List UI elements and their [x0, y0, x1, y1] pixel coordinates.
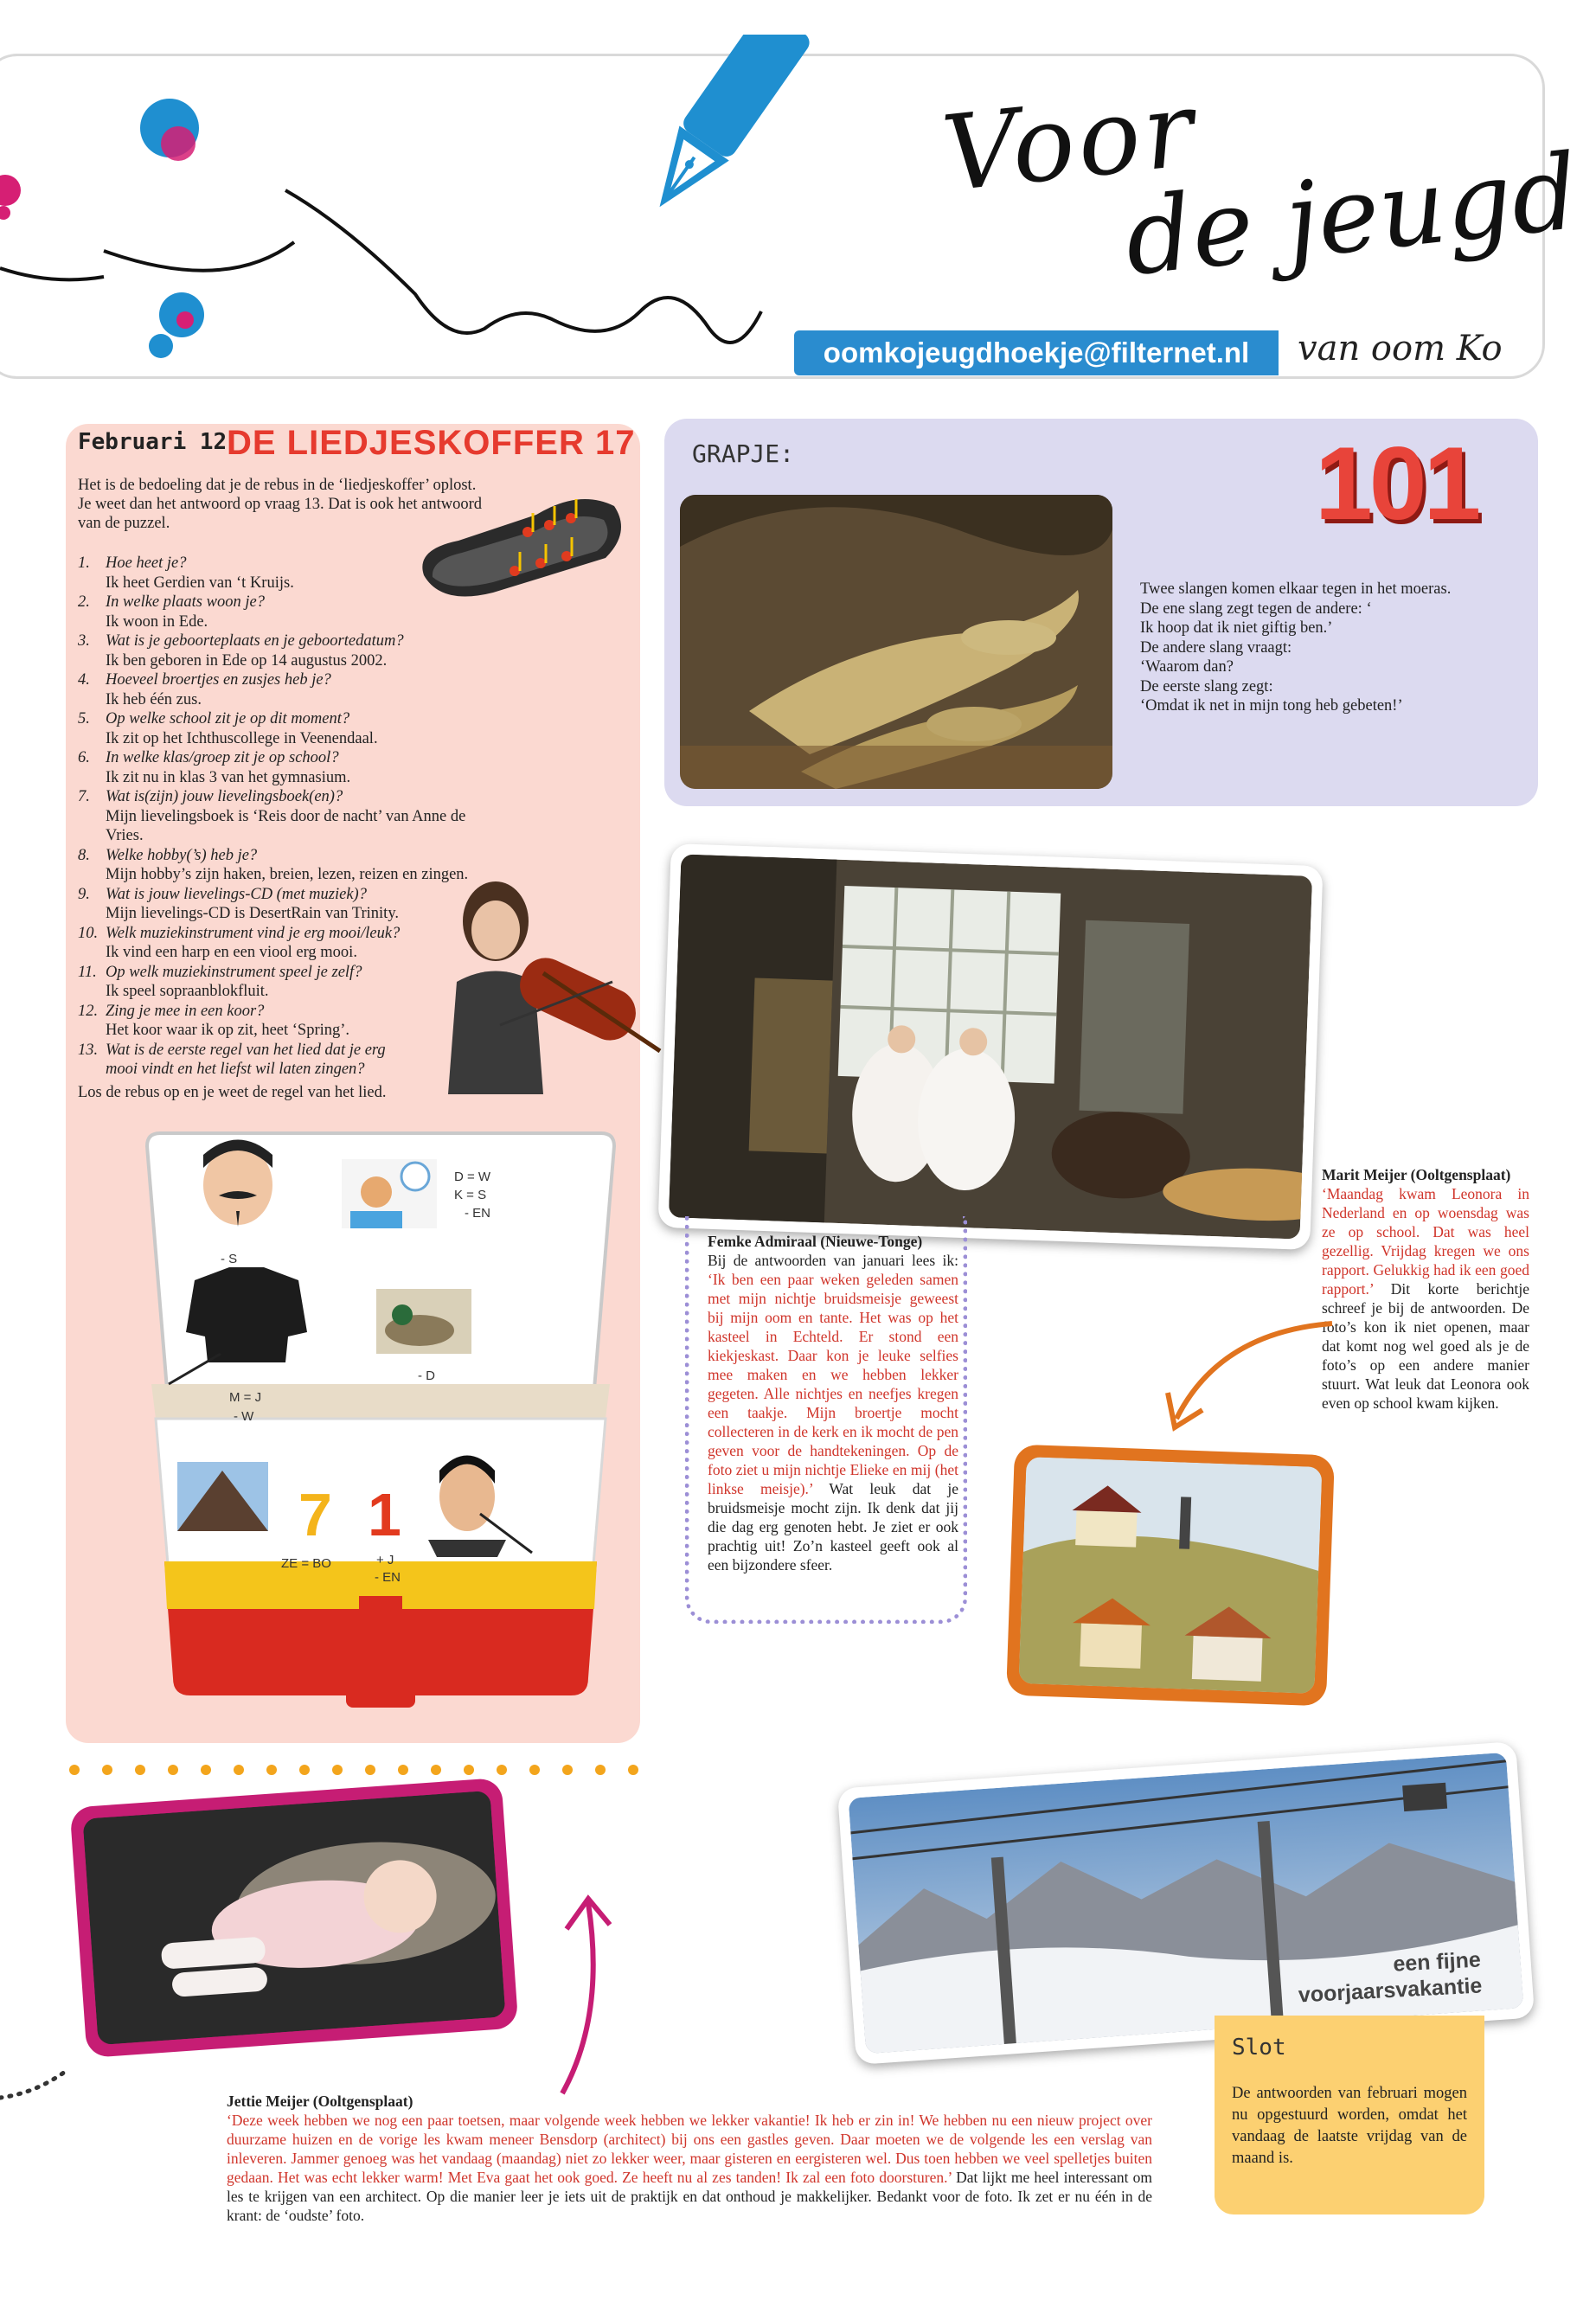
- ski-caption-line2: voorjaarsvakantie: [1298, 1973, 1483, 2008]
- qa-question: Hoe heet je?: [106, 554, 187, 572]
- rebus-number-one: 1: [368, 1481, 401, 1548]
- qa-question: Op welke school zit je op dit moment?: [106, 710, 350, 727]
- baby-photo: [69, 1778, 518, 2058]
- femke-name: Femke Admiraal (Nieuwe-Tonge): [708, 1233, 923, 1250]
- joke-line: ‘Waarom dan?: [1140, 658, 1234, 676]
- dotted-separator: [69, 1765, 649, 1777]
- qa-answer: Ik heet Gerdien van ‘t Kruijs.: [106, 574, 294, 592]
- rebus-rule: ZE = BO: [281, 1556, 331, 1571]
- village-photo: [1006, 1445, 1335, 1707]
- qa-number: 7.: [78, 788, 90, 805]
- marit-reply: Dit korte berichtje schreef je bij de antwoorden. De foto’s kon ik niet openen, maar dat komt nog wel goed als je de foto’s op een andere manier stuurt. Wat leuk dat Leonora ook even op school kwam kijken.: [1322, 1280, 1529, 1412]
- qa-answer: Mijn lievelingsboek is ‘Reis door de nacht’ van Anne de Vries.: [106, 807, 466, 844]
- thinking-child-icon: [361, 1176, 392, 1208]
- qa-item: [78, 787, 484, 846]
- qa-number: 10.: [78, 924, 99, 942]
- title-de-jeugd: de jeugd: [1119, 131, 1584, 300]
- email-banner[interactable]: oomkojeugdhoekje@filternet.nl: [794, 330, 1279, 375]
- qa-item: [78, 748, 484, 787]
- jettie-quote: ‘Deze week hebben we nog een paar toetsen, maar volgende week hebben we lekker vakantie! Ik heb er zin in! We hebben nu een nieuw project over duurzame huizen en de vorige les kwam meneer Bensdorp (architect) bij ons een gastles geven. Daar moeten we de volgende les een verslag van inleveren. Jammer genoeg was het vandaag (maandag) niet zo lekker weer, maar gisteren en eergisteren wel. Dus toen hebben we veel spelletjes buiten gedaan. Het was echt lekker warm! Met Eva gaat het ook goed. Ze heeft nu al zes tanden! Ik zal een foto doorsturen.’: [227, 2112, 1152, 2186]
- qa-answer: Mijn lievelings-CD is DesertRain van Trinity.: [106, 905, 399, 922]
- qa-number: 1.: [78, 554, 90, 572]
- qa-answer: Mijn hobby’s zijn haken, breien, lezen, reizen en zingen.: [106, 866, 469, 883]
- rebus-rule: K = S: [454, 1188, 487, 1202]
- qa-item: [78, 554, 484, 593]
- jettie-letter: [227, 2092, 1152, 2225]
- grapje-number: 101: [1315, 426, 1478, 542]
- liedjeskoffer-outro: Los de rebus op en je weet de regel van het lied.: [78, 1084, 387, 1101]
- rebus-number-seven: 7: [298, 1481, 332, 1548]
- qa-answer: Ik zit nu in klas 3 van het gymnasium.: [106, 768, 351, 786]
- qa-item: [78, 593, 484, 631]
- qa-question: Zing je mee in een koor?: [106, 1002, 265, 1020]
- qa-answer: Ik speel sopraanblokfluit.: [106, 983, 269, 1000]
- grapje-title: GRAPJE:: [692, 439, 795, 468]
- arrow-up-icon: [545, 1886, 623, 2102]
- joke-line: ‘Omdat ik net in mijn tong heb gebeten!’: [1140, 697, 1403, 715]
- slot-text: De antwoorden van februari mogen nu opgestuurd worden, omdat het vandaag de laatste vrijdag van de maand is.: [1232, 2085, 1467, 2167]
- jettie-name: Jettie Meijer (Ooltgensplaat): [227, 2093, 413, 2110]
- slot-title: Slot: [1232, 2035, 1286, 2061]
- qa-answer: Ik heb één zus.: [106, 690, 202, 708]
- girl-violin-photo: [413, 878, 664, 1094]
- qa-question: Welke hobby(’s) heb je?: [106, 846, 258, 864]
- qa-answer: Ik ben geboren in Ede op 14 augustus 2002.: [106, 651, 388, 670]
- qa-item: [78, 709, 484, 748]
- femke-intro: Bij de antwoorden van januari lees ik:: [708, 1252, 958, 1269]
- rebus-rule: - EN: [465, 1206, 490, 1221]
- rebus-rule: - W: [234, 1409, 254, 1424]
- qa-question: Welk muziekinstrument vind je erg mooi/leuk?: [106, 924, 401, 942]
- rebus-rule: - S: [221, 1252, 238, 1266]
- liedjeskoffer-intro: Het is de bedoeling dat je de rebus in de ‘liedjeskoffer’ oplost. Je weet dan het antwoord op vraag 13. Dat is ook het antwoord van de puzzel.: [78, 477, 482, 532]
- ski-caption: [1297, 1946, 1483, 2008]
- joke-line: Twee slangen komen elkaar tegen in het moeras.: [1140, 580, 1452, 598]
- qa-question: Op welk muziekinstrument speel je zelf?: [106, 963, 362, 981]
- rebus-suitcase: [143, 1125, 619, 1730]
- rebus-rule: - D: [418, 1368, 435, 1383]
- qa-question: Wat is jouw lievelings-CD (met muziek)?: [106, 885, 367, 903]
- qa-number: 11.: [78, 963, 97, 981]
- qa-answer: Ik zit op het Ichthuscollege in Veenendaal.: [106, 729, 378, 747]
- qa-question: In welke klas/groep zit je op school?: [106, 749, 339, 766]
- splash-blue-icon: [140, 99, 204, 358]
- femke-letter: [708, 1232, 958, 1574]
- rebus-rule: M = J: [229, 1390, 262, 1405]
- marit-name: Marit Meijer (Ooltgensplaat): [1322, 1166, 1511, 1183]
- issue-date: Februari 12: [78, 429, 228, 455]
- joke-line: De andere slang vraagt:: [1140, 638, 1292, 657]
- joke-line: Ik hoop dat ik niet giftig ben.’: [1140, 619, 1333, 637]
- scribble-line: [0, 190, 761, 343]
- qa-number: 4.: [78, 671, 90, 689]
- liedjeskoffer-title: DE LIEDJESKOFFER 17: [227, 424, 636, 462]
- qa-answer: Het koor waar ik op zit, heet ‘Spring’.: [106, 1022, 350, 1039]
- marit-quote: ‘Maandag kwam Leonora in Nederland en op woensdag was ze op school. Dat was heel gezellig. Vrijdag kregen we ons rapport. Gelukkig had ik een goed rapport.’: [1322, 1185, 1529, 1298]
- rebus-rule: - EN: [375, 1570, 401, 1585]
- qa-number: 12.: [78, 1002, 99, 1020]
- qa-item: [78, 631, 484, 670]
- qa-number: 8.: [78, 846, 90, 864]
- marit-letter: [1322, 1165, 1529, 1413]
- fountain-pen-icon: [635, 35, 813, 224]
- arrow-icon: [1151, 1306, 1341, 1436]
- qa-question: Wat is de eerste regel van het lied dat je erg mooi vindt en het liefst wil laten zingen?: [106, 1041, 386, 1078]
- qa-answer: Ik woon in Ede.: [106, 612, 208, 631]
- wedding-photo: [657, 843, 1323, 1250]
- rebus-rule: D = W: [454, 1170, 491, 1184]
- rebus-rule: + J: [376, 1553, 394, 1567]
- joke-line: De eerste slang zegt:: [1140, 677, 1273, 695]
- jettie-reply: Dat lijkt me heel interessant om les te krijgen van een architect. Op die manier leer je iets uit de praktijk en dat onthoud je makkelijker. Bedankt voor de foto. Ik zet er nu één in de krant: de ‘oudste’ foto.: [227, 2169, 1152, 2224]
- joke-text: [1140, 580, 1503, 716]
- qa-question: In welke plaats woon je?: [106, 593, 265, 611]
- qa-number: 2.: [78, 593, 90, 611]
- qa-number: 13.: [78, 1041, 99, 1059]
- qa-number: 5.: [78, 710, 90, 727]
- joke-line: De ene slang zegt tegen de andere: ‘: [1140, 599, 1372, 618]
- qa-question: Hoeveel broertjes en zusjes heb je?: [106, 671, 331, 689]
- femke-reply: Wat leuk dat je bruidsmeisje mocht zijn. Ik denk dat jij die dag erg genoten hebt. Je ziet er ook prachtig uit! Zo’n kasteel geeft ook al een bijzondere sfeer.: [708, 1480, 958, 1574]
- qa-number: 9.: [78, 885, 90, 903]
- qa-number: 6.: [78, 749, 90, 766]
- snake-photo: [680, 495, 1112, 789]
- qa-question: Wat is je geboorteplaats en je geboortedatum?: [106, 632, 404, 650]
- femke-quote: ‘Ik ben een paar weken geleden samen met mijn nichtje bruidsmeisje geweest bij mijn oom en tante. Het was op het kasteel in Echteld. Er stond een kiekjeskast. Daar kon je leuke selfies mee maken en we hebben lekker gegeten. Alle nichtjes en neefjes kregen een taakje. Mijn broertje mocht collecteren in de kerk en ik mocht de pen geven voor de handtekeningen. Op de foto ziet u mijn nichtje Elieke en mij (het linkse meisje).’: [708, 1271, 958, 1497]
- dotted-curve: [0, 2059, 78, 2102]
- qa-item: [78, 670, 484, 709]
- title-voor: Voor: [937, 69, 1202, 215]
- byline: van oom Ko: [1298, 329, 1503, 369]
- qa-answer: Ik vind een harp en een viool erg mooi.: [106, 944, 357, 961]
- ski-caption-line1: een fijne: [1392, 1947, 1482, 1977]
- splash-pink-icon: [0, 175, 21, 220]
- qa-number: 3.: [78, 632, 90, 650]
- qa-question: Wat is(zijn) jouw lievelingsboek(en)?: [106, 788, 343, 805]
